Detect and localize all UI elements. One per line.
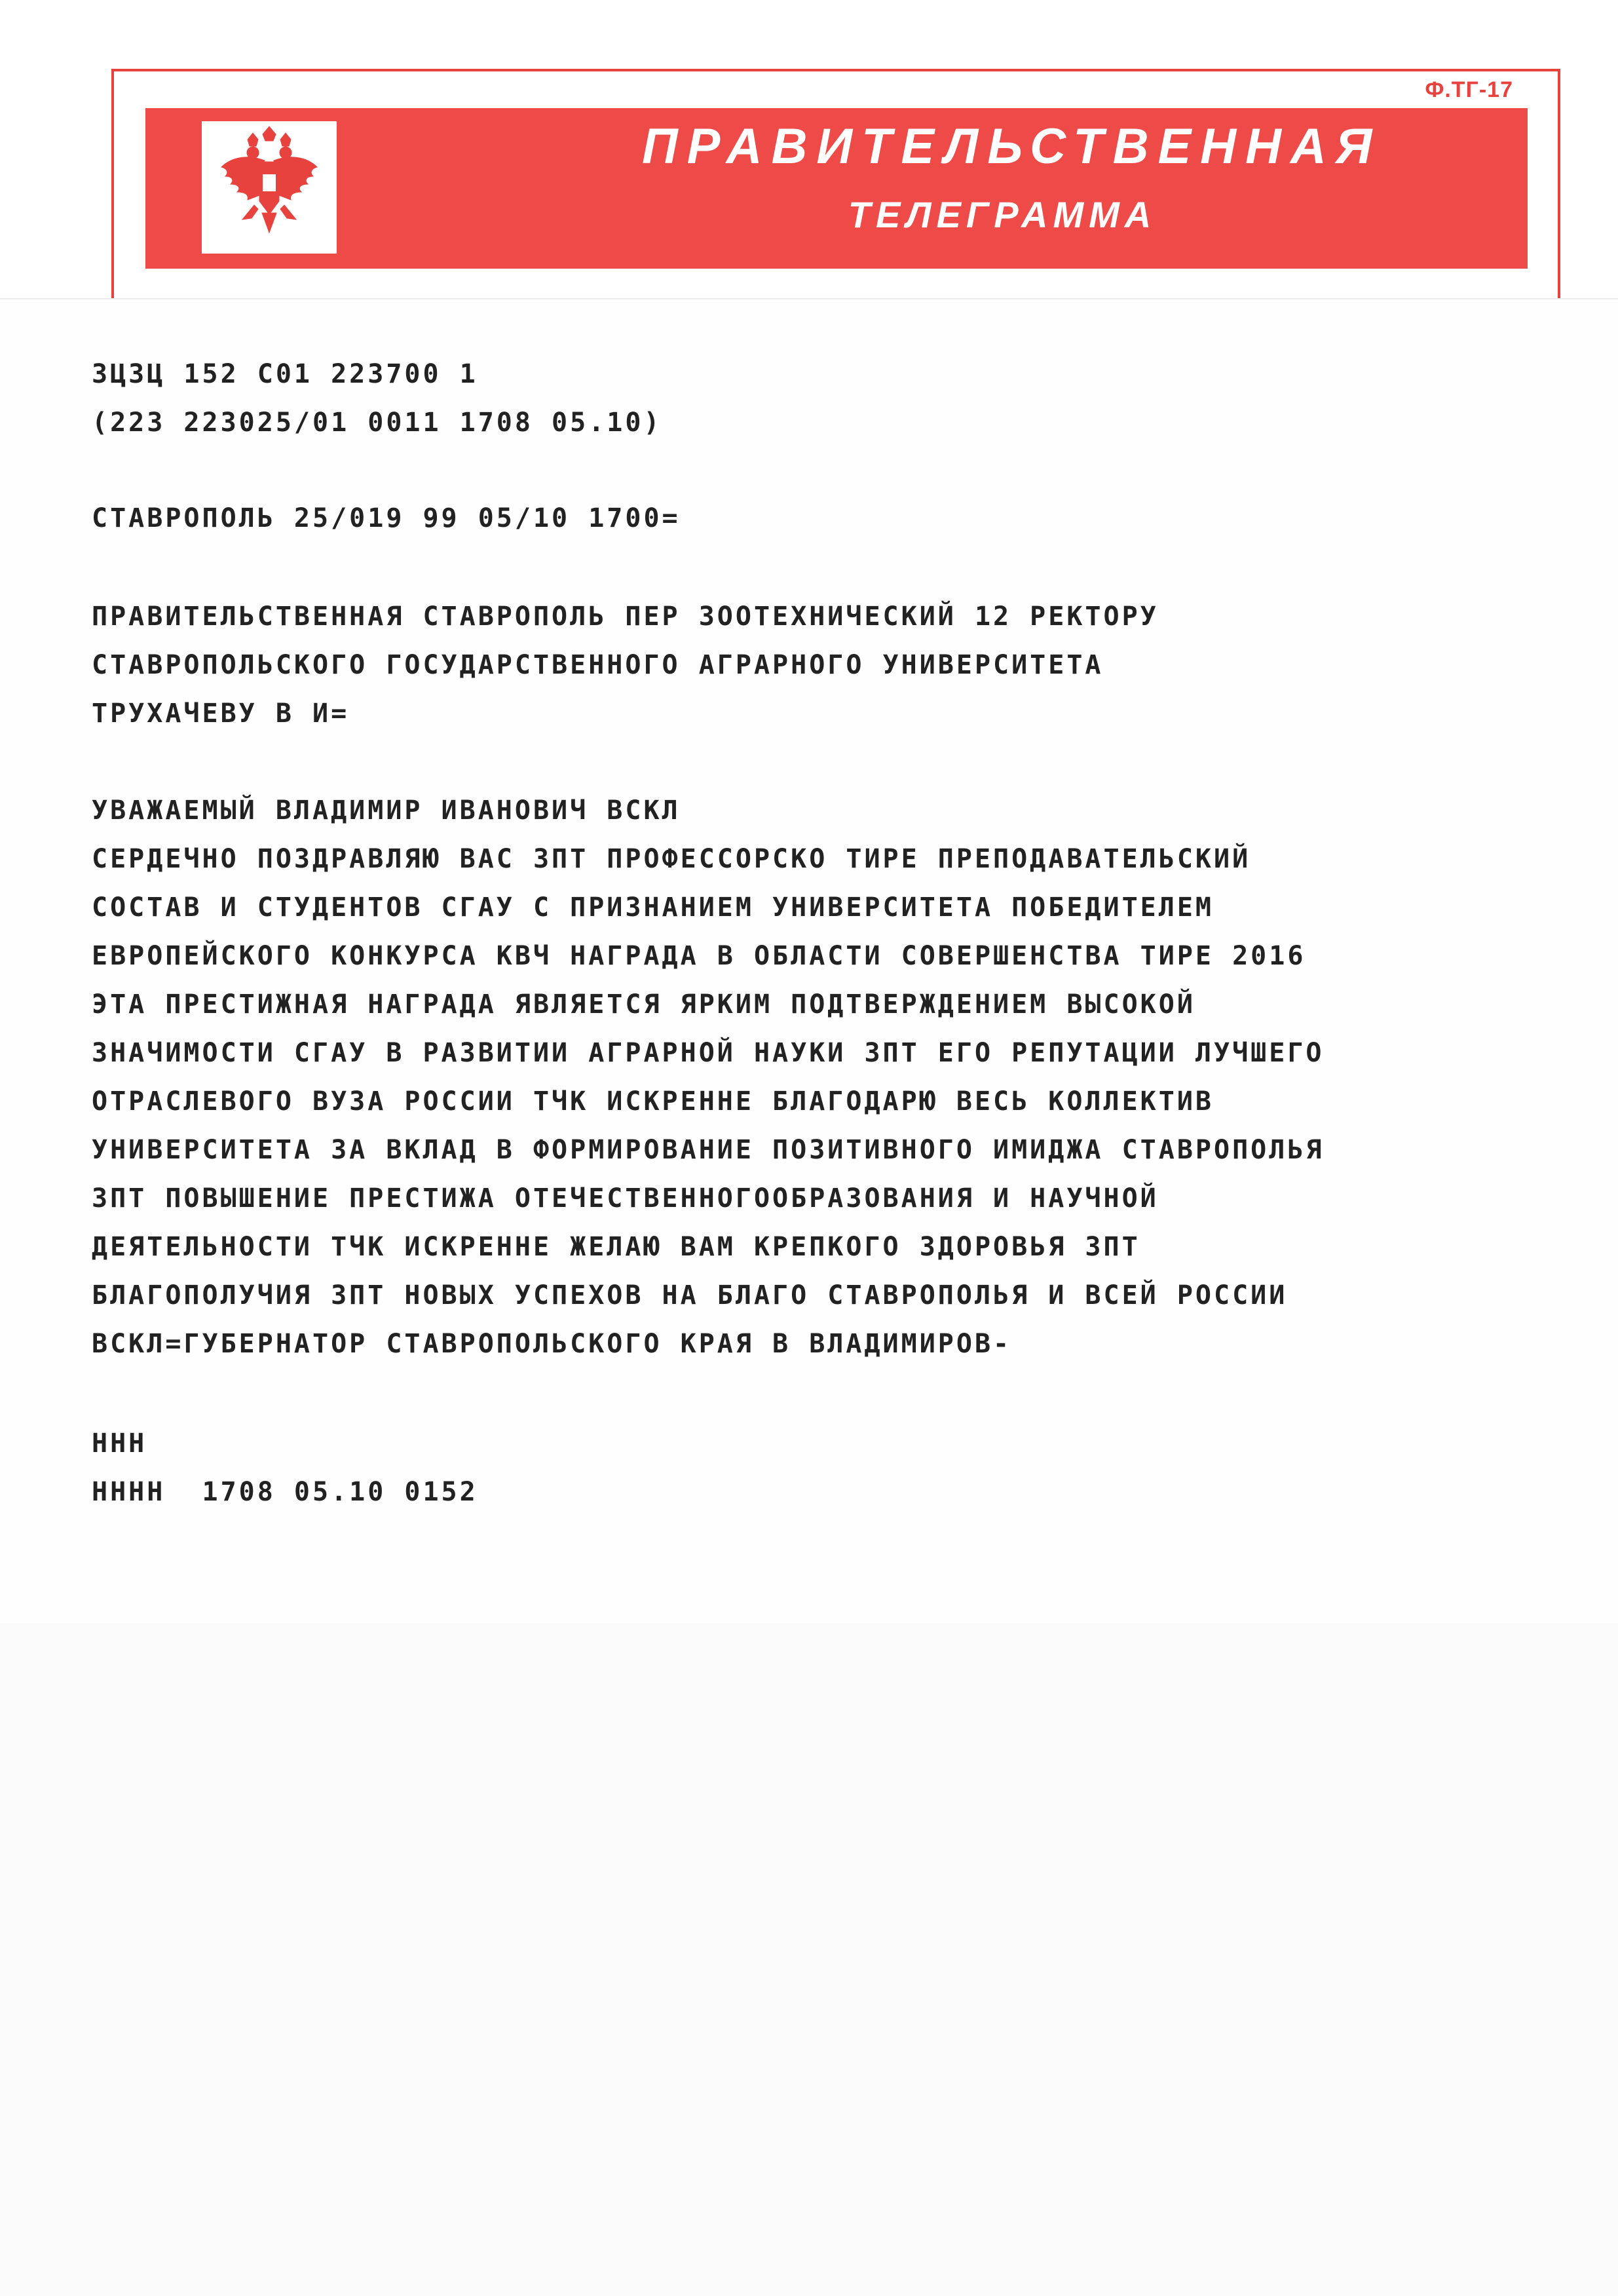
form-title: ПРАВИТЕЛЬСТВЕННАЯ — [642, 119, 1382, 174]
russian-double-headed-eagle-emblem-icon — [202, 121, 337, 254]
body-line: ЗНАЧИМОСТИ СГАУ В РАЗВИТИИ АГРАРНОЙ НАУКИ ЗПТ ЕГО РЕПУТАЦИИ ЛУЧШЕГО — [92, 1038, 1325, 1068]
end-marker-line: НННН 1708 05.10 0152 — [92, 1477, 478, 1507]
sheet-lower-area — [0, 1622, 1618, 2296]
emblem-box — [202, 121, 337, 254]
address-line: ПРАВИТЕЛЬСТВЕННАЯ СТАВРОПОЛЬ ПЕР ЗООТЕХНИЧЕСКИЙ 12 РЕКТОРУ — [92, 602, 1159, 632]
end-marker-line: ННН — [92, 1428, 147, 1459]
body-line: ОТРАСЛЕВОГО ВУЗА РОССИИ ТЧК ИСКРЕННЕ БЛАГОДАРЮ ВЕСЬ КОЛЛЕКТИВ — [92, 1086, 1214, 1117]
body-line: СЕРДЕЧНО ПОЗДРАВЛЯЮ ВАС ЗПТ ПРОФЕССОРСКО ТИРЕ ПРЕПОДАВАТЕЛЬСКИЙ — [92, 844, 1251, 874]
body-line: ЕВРОПЕЙСКОГО КОНКУРСА КВЧ НАГРАДА В ОБЛАСТИ СОВЕРШЕНСТВА ТИРЕ 2016 — [92, 941, 1306, 971]
body-line: БЛАГОПОЛУЧИЯ ЗПТ НОВЫХ УСПЕХОВ НА БЛАГО СТАВРОПОЛЬЯ И ВСЕЙ РОССИИ — [92, 1280, 1288, 1311]
body-line: СОСТАВ И СТУДЕНТОВ СГАУ С ПРИЗНАНИЕМ УНИВЕРСИТЕТА ПОБЕДИТЕЛЕМ — [92, 892, 1214, 923]
signature-line: ВСКЛ=ГУБЕРНАТОР СТАВРОПОЛЬСКОГО КРАЯ В ВЛАДИМИРОВ- — [92, 1329, 1012, 1359]
service-line: (223 223025/01 0011 1708 05.10) — [92, 408, 662, 438]
service-line: ЗЦЗЦ 152 С01 223700 1 — [92, 359, 478, 389]
form-subtitle: ТЕЛЕГРАММА — [848, 194, 1157, 235]
body-line: УНИВЕРСИТЕТА ЗА ВКЛАД В ФОРМИРОВАНИЕ ПОЗИТИВНОГО ИМИДЖА СТАВРОПОЛЬЯ — [92, 1135, 1325, 1165]
body-line: ЭТА ПРЕСТИЖНАЯ НАГРАДА ЯВЛЯЕТСЯ ЯРКИМ ПОДТВЕРЖДЕНИЕМ ВЫСОКОЙ — [92, 989, 1195, 1020]
origin-line: СТАВРОПОЛЬ 25/019 99 05/10 1700= — [92, 503, 681, 533]
body-line: ДЕЯТЕЛЬНОСТИ ТЧК ИСКРЕННЕ ЖЕЛАЮ ВАМ КРЕПКОГО ЗДОРОВЬЯ ЗПТ — [92, 1232, 1140, 1262]
address-line: СТАВРОПОЛЬСКОГО ГОСУДАРСТВЕННОГО АГРАРНОГО УНИВЕРСИТЕТА — [92, 650, 1104, 680]
address-line: ТРУХАЧЕВУ В И= — [92, 698, 350, 729]
body-line: УВАЖАЕМЫЙ ВЛАДИМИР ИВАНОВИЧ ВСКЛ — [92, 795, 681, 826]
body-line: ЗПТ ПОВЫШЕНИЕ ПРЕСТИЖА ОТЕЧЕСТВЕННОГООБРАЗОВАНИЯ И НАУЧНОЙ — [92, 1183, 1159, 1214]
form-code: Ф.ТГ-17 — [1425, 77, 1513, 102]
